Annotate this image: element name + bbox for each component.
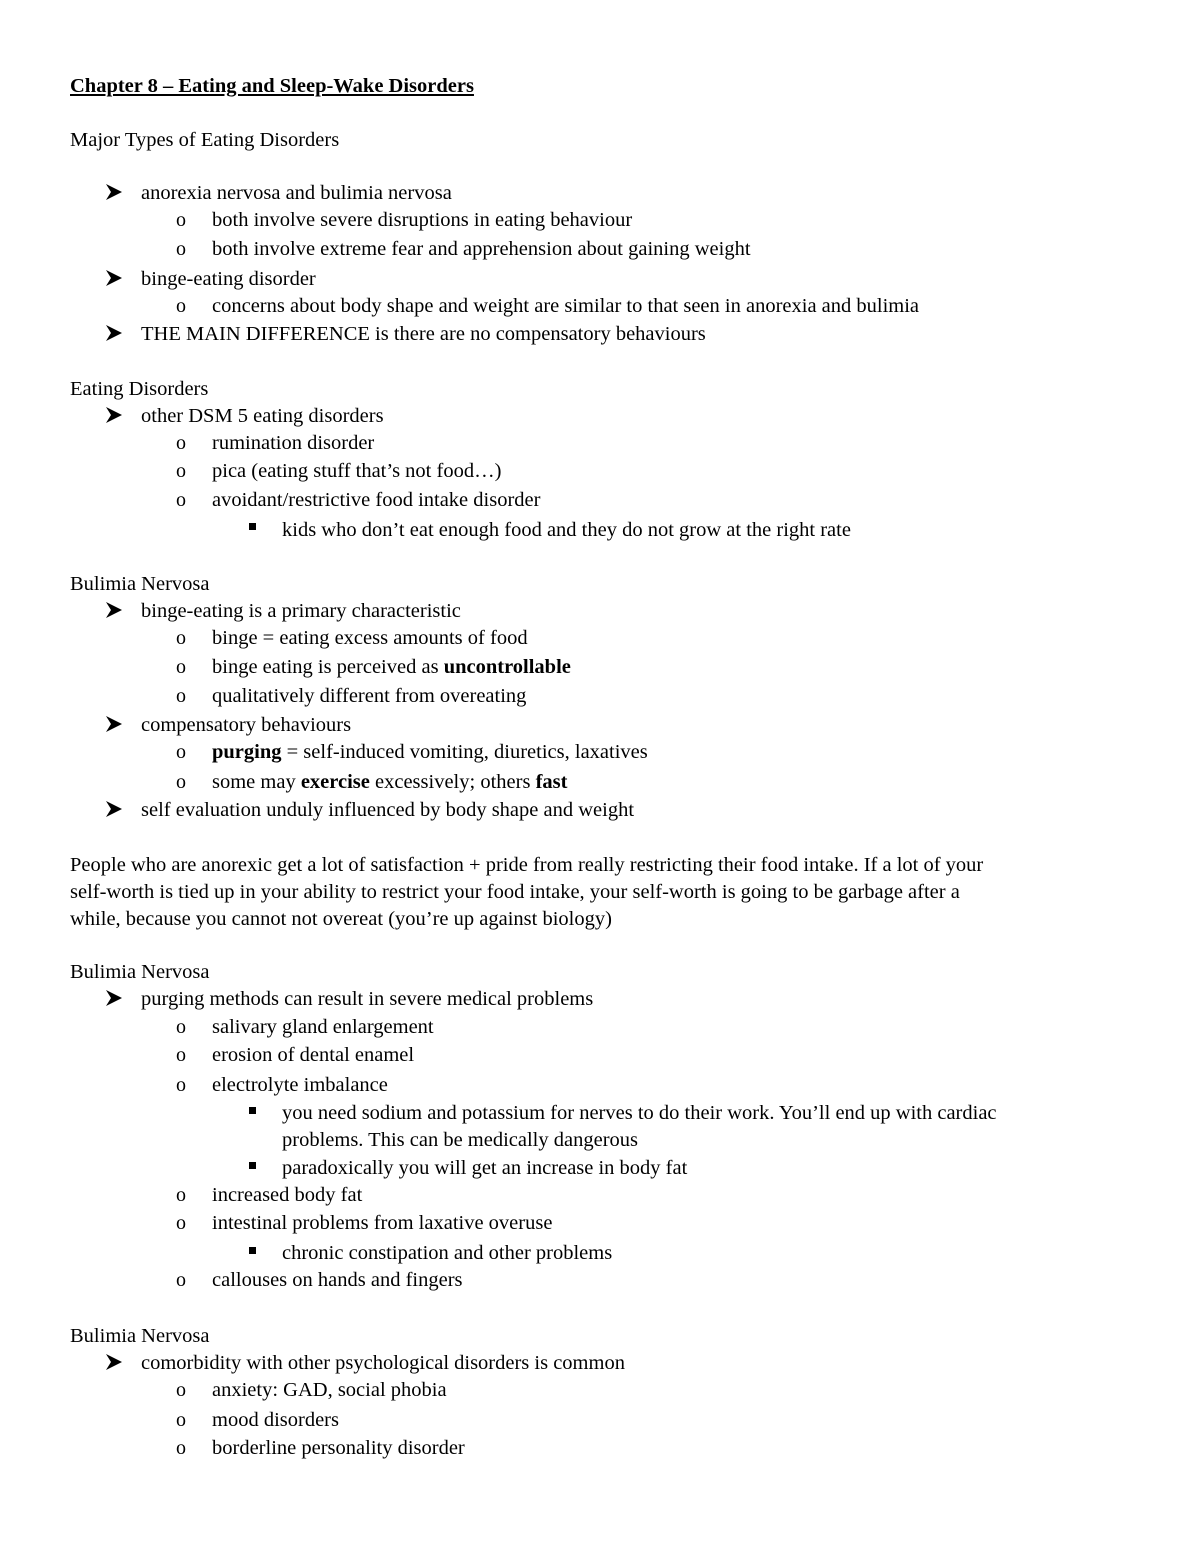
sub-bullet-item: intestinal problems from laxative overuse [212,1212,553,1234]
text-run: = self-induced vomiting, diuretics, laxatives [281,741,648,763]
text-run: some may [212,771,301,793]
bullet-item: binge-eating disorder [141,268,316,290]
circle-bullet-icon: o [176,685,186,707]
circle-bullet-icon: o [176,1074,186,1096]
section-heading-bulimia-nervosa: Bulimia Nervosa [70,961,210,983]
circle-bullet-icon: o [176,627,186,649]
sub-sub-bullet-item: you need sodium and potassium for nerves to do their work. You’ll end up with cardiac [282,1102,997,1124]
text-run: excessively; others [369,771,536,793]
square-bullet-icon [249,1107,256,1114]
sub-sub-bullet-item: kids who don’t eat enough food and they do not grow at the right rate [282,519,851,541]
page-title: Chapter 8 – Eating and Sleep-Wake Disorders [70,75,474,97]
sub-bullet-item: binge = eating excess amounts of food [212,627,528,649]
sub-bullet-item [212,655,571,679]
bullet-item: THE MAIN DIFFERENCE is there are no compensatory behaviours [141,323,706,345]
circle-bullet-icon: o [176,238,186,260]
arrow-bullet-icon [105,798,125,818]
circle-bullet-icon: o [176,1044,186,1066]
circle-bullet-icon: o [176,741,186,763]
circle-bullet-icon: o [176,1016,186,1038]
sub-bullet-item: increased body fat [212,1184,363,1206]
section-heading-major-types: Major Types of Eating Disorders [70,129,340,151]
bullet-item: anorexia nervosa and bulimia nervosa [141,182,452,204]
bold-term: exercise [300,771,370,793]
circle-bullet-icon: o [176,1184,186,1206]
bullet-item: binge-eating is a primary characteristic [141,600,461,622]
circle-bullet-icon: o [176,209,186,231]
bullet-item: compensatory behaviours [141,714,352,736]
arrow-bullet-icon [105,267,125,287]
circle-bullet-icon: o [176,1437,186,1459]
circle-bullet-icon: o [176,1409,186,1431]
sub-bullet-item: anxiety: GAD, social phobia [212,1379,447,1401]
sub-bullet-item: borderline personality disorder [212,1437,465,1459]
sub-bullet-item: both involve severe disruptions in eating behaviour [212,209,633,231]
section-heading-bulimia-nervosa: Bulimia Nervosa [70,573,210,595]
circle-bullet-icon: o [176,1379,186,1401]
sub-bullet-item: salivary gland enlargement [212,1016,434,1038]
paragraph-line: People who are anorexic get a lot of satisfaction + pride from really restricting their food intake. If a lot of your [70,854,984,876]
sub-bullet-item: erosion of dental enamel [212,1044,415,1066]
square-bullet-icon [249,1162,256,1169]
sub-sub-bullet-item: paradoxically you will get an increase in body fat [282,1157,688,1179]
text-run: binge eating is perceived as [212,656,444,678]
square-bullet-icon [249,1247,256,1254]
bold-term: purging [212,741,282,763]
paragraph-line: while, because you cannot not overeat (you’re up against biology) [70,908,612,930]
circle-bullet-icon: o [176,460,186,482]
bold-term: uncontrollable [443,656,571,678]
circle-bullet-icon: o [176,656,186,678]
circle-bullet-icon: o [176,489,186,511]
arrow-bullet-icon [105,987,125,1007]
arrow-bullet-icon [105,322,125,342]
arrow-bullet-icon [105,181,125,201]
arrow-bullet-icon [105,599,125,619]
arrow-bullet-icon [105,1351,125,1371]
sub-bullet-item [212,740,648,764]
sub-bullet-item: avoidant/restrictive food intake disorder [212,489,541,511]
arrow-bullet-icon [105,713,125,733]
bullet-item: purging methods can result in severe medical problems [141,988,594,1010]
sub-bullet-item: both involve extreme fear and apprehension about gaining weight [212,238,751,260]
bullet-item: comorbidity with other psychological disorders is common [141,1352,625,1374]
sub-sub-bullet-item: chronic constipation and other problems [282,1242,613,1264]
square-bullet-icon [249,523,256,530]
sub-bullet-item: qualitatively different from overeating [212,685,527,707]
bullet-item: self evaluation unduly influenced by body shape and weight [141,799,635,821]
section-heading-bulimia-nervosa: Bulimia Nervosa [70,1325,210,1347]
circle-bullet-icon: o [176,1212,186,1234]
sub-bullet-item [212,770,567,794]
bullet-item: other DSM 5 eating disorders [141,405,384,427]
sub-bullet-item: mood disorders [212,1409,339,1431]
circle-bullet-icon: o [176,432,186,454]
sub-bullet-item: pica (eating stuff that’s not food…) [212,460,502,482]
circle-bullet-icon: o [176,295,186,317]
arrow-bullet-icon [105,404,125,424]
circle-bullet-icon: o [176,771,186,793]
sub-bullet-item: concerns about body shape and weight are similar to that seen in anorexia and bulimia [212,295,920,317]
paragraph-line: self-worth is tied up in your ability to restrict your food intake, your self-worth is going to be garbage after a [70,881,960,903]
section-heading-eating-disorders: Eating Disorders [70,378,209,400]
circle-bullet-icon: o [176,1269,186,1291]
bold-term: fast [535,771,568,793]
sub-bullet-item: callouses on hands and fingers [212,1269,463,1291]
sub-bullet-item: rumination disorder [212,432,375,454]
sub-sub-bullet-item-continued: problems. This can be medically dangerous [282,1129,638,1151]
sub-bullet-item: electrolyte imbalance [212,1074,388,1096]
